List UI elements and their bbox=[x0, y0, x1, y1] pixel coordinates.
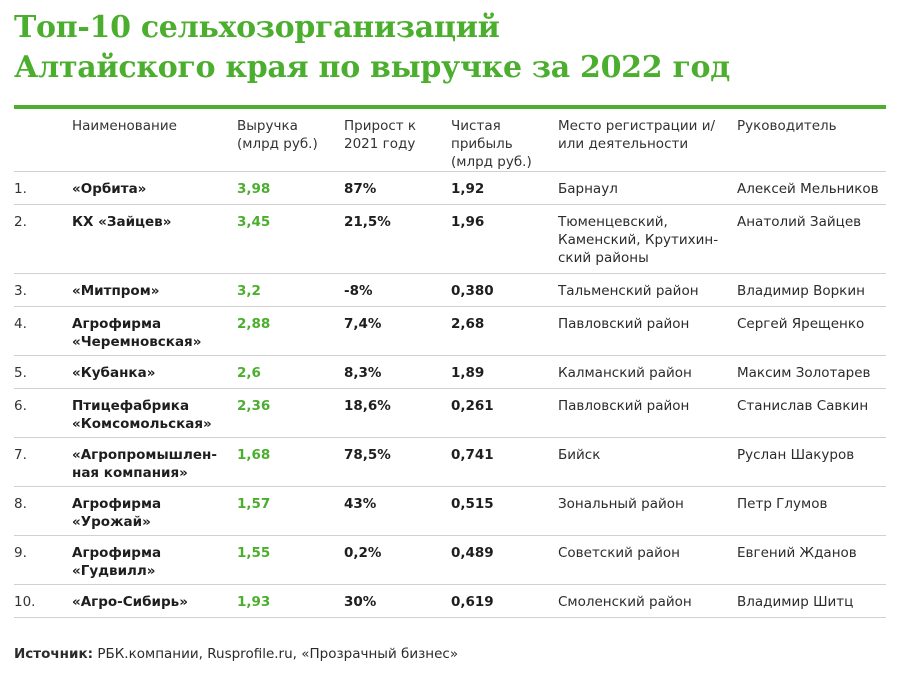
row-growth: 78,5% bbox=[344, 438, 451, 487]
row-growth: 87% bbox=[344, 172, 451, 205]
row-growth: 18,6% bbox=[344, 389, 451, 438]
table-row bbox=[14, 487, 886, 536]
row-number: 2. bbox=[14, 205, 72, 274]
header-profit: Чистая прибыль (млрд руб.) bbox=[451, 109, 558, 172]
row-revenue: 2,6 bbox=[237, 356, 344, 389]
row-number: 4. bbox=[14, 307, 72, 356]
row-profit: 0,741 bbox=[451, 438, 558, 487]
row-growth: -8% bbox=[344, 274, 451, 307]
row-head: Владимир Шитц bbox=[737, 585, 886, 618]
row-profit: 2,68 bbox=[451, 307, 558, 356]
row-location: Калманский район bbox=[558, 356, 737, 389]
row-revenue: 1,57 bbox=[237, 487, 344, 536]
row-profit: 1,92 bbox=[451, 172, 558, 205]
table-row bbox=[14, 389, 886, 438]
row-name: Агрофирма «Гудвилл» bbox=[72, 536, 237, 585]
row-profit: 0,489 bbox=[451, 536, 558, 585]
row-number: 9. bbox=[14, 536, 72, 585]
page-title bbox=[14, 8, 730, 88]
row-number: 5. bbox=[14, 356, 72, 389]
row-profit: 0,515 bbox=[451, 487, 558, 536]
row-revenue: 1,55 bbox=[237, 536, 344, 585]
row-location: Смоленский район bbox=[558, 585, 737, 618]
row-name: «Агро-Сибирь» bbox=[72, 585, 237, 618]
row-growth: 30% bbox=[344, 585, 451, 618]
table-header-row bbox=[14, 109, 886, 172]
table-body bbox=[14, 172, 886, 618]
row-location: Тальменский район bbox=[558, 274, 737, 307]
row-location: Павловский район bbox=[558, 307, 737, 356]
row-profit: 1,96 bbox=[451, 205, 558, 274]
row-growth: 8,3% bbox=[344, 356, 451, 389]
header-location: Место регистрации и/или деятельности bbox=[558, 109, 737, 172]
title-line-1: Топ-10 сельхозорганизаций bbox=[14, 10, 500, 45]
header-num bbox=[14, 109, 72, 172]
table-row bbox=[14, 438, 886, 487]
row-location: Советский район bbox=[558, 536, 737, 585]
row-name: «Орбита» bbox=[72, 172, 237, 205]
row-revenue: 3,2 bbox=[237, 274, 344, 307]
row-head: Сергей Ярещенко bbox=[737, 307, 886, 356]
ranking-table bbox=[14, 109, 886, 618]
row-revenue: 1,93 bbox=[237, 585, 344, 618]
row-name: «Митпром» bbox=[72, 274, 237, 307]
table-row bbox=[14, 585, 886, 618]
row-name: Агрофирма «Черемновская» bbox=[72, 307, 237, 356]
row-revenue: 2,36 bbox=[237, 389, 344, 438]
header-growth: Прирост к 2021 году bbox=[344, 109, 451, 172]
table-row bbox=[14, 205, 886, 274]
row-number: 3. bbox=[14, 274, 72, 307]
row-name: Агрофирма «Урожай» bbox=[72, 487, 237, 536]
row-number: 1. bbox=[14, 172, 72, 205]
row-location: Барнаул bbox=[558, 172, 737, 205]
row-revenue: 1,68 bbox=[237, 438, 344, 487]
row-growth: 7,4% bbox=[344, 307, 451, 356]
row-name: Птицефабрика «Комсомольская» bbox=[72, 389, 237, 438]
source-label: Источник: bbox=[14, 646, 94, 662]
row-profit: 0,261 bbox=[451, 389, 558, 438]
table-row bbox=[14, 172, 886, 205]
title-line-2: Алтайского края по выручке за 2022 год bbox=[14, 50, 730, 85]
row-name: «Кубанка» bbox=[72, 356, 237, 389]
row-name: «Агропромышлен- ная компания» bbox=[72, 438, 237, 487]
row-location: Павловский район bbox=[558, 389, 737, 438]
row-location: Тюменцевский, Каменский, Крутихин- ский районы bbox=[558, 205, 737, 274]
row-number: 8. bbox=[14, 487, 72, 536]
row-head: Руслан Шакуров bbox=[737, 438, 886, 487]
table-row bbox=[14, 356, 886, 389]
row-number: 7. bbox=[14, 438, 72, 487]
row-revenue: 3,45 bbox=[237, 205, 344, 274]
row-growth: 43% bbox=[344, 487, 451, 536]
row-head: Максим Золотарев bbox=[737, 356, 886, 389]
row-profit: 0,380 bbox=[451, 274, 558, 307]
row-head: Анатолий Зайцев bbox=[737, 205, 886, 274]
row-head: Евгений Жданов bbox=[737, 536, 886, 585]
source-note bbox=[14, 646, 458, 662]
row-profit: 0,619 bbox=[451, 585, 558, 618]
header-revenue: Выручка (млрд руб.) bbox=[237, 109, 344, 172]
source-text: РБК.компании, Rusprofile.ru, «Прозрачный бизнес» bbox=[93, 646, 459, 662]
row-revenue: 3,98 bbox=[237, 172, 344, 205]
row-revenue: 2,88 bbox=[237, 307, 344, 356]
header-head: Руководитель bbox=[737, 109, 886, 172]
table-row bbox=[14, 274, 886, 307]
row-number: 10. bbox=[14, 585, 72, 618]
row-growth: 21,5% bbox=[344, 205, 451, 274]
row-number: 6. bbox=[14, 389, 72, 438]
row-head: Алексей Мельников bbox=[737, 172, 886, 205]
row-profit: 1,89 bbox=[451, 356, 558, 389]
row-location: Зональный район bbox=[558, 487, 737, 536]
table-row bbox=[14, 307, 886, 356]
row-head: Владимир Воркин bbox=[737, 274, 886, 307]
header-name: Наименование bbox=[72, 109, 237, 172]
table-row bbox=[14, 536, 886, 585]
row-head: Петр Глумов bbox=[737, 487, 886, 536]
row-growth: 0,2% bbox=[344, 536, 451, 585]
row-location: Бийск bbox=[558, 438, 737, 487]
row-name: КХ «Зайцев» bbox=[72, 205, 237, 274]
row-head: Станислав Савкин bbox=[737, 389, 886, 438]
